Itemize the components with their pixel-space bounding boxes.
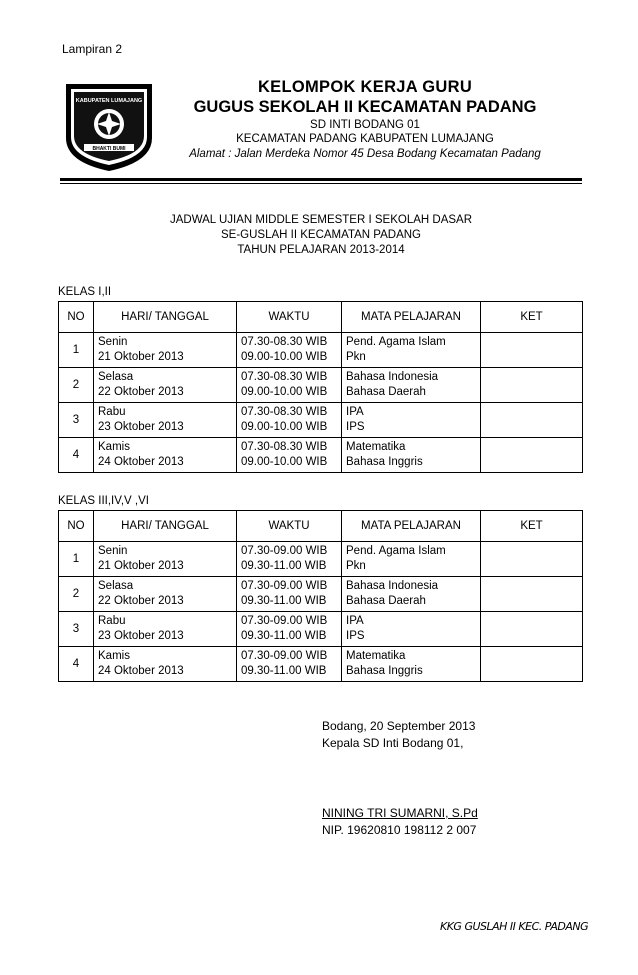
cell-ket (481, 577, 583, 612)
subject-2: IPS (346, 630, 365, 642)
subject-1: Matematika (346, 441, 406, 453)
day-date: 22 Oktober 2013 (98, 386, 184, 398)
cell-day (94, 403, 237, 438)
signature-nip: NIP. 19620810 198112 2 007 (322, 823, 477, 837)
day-date: 23 Oktober 2013 (98, 630, 184, 642)
day-date: 23 Oktober 2013 (98, 421, 184, 433)
time-2: 09.00-10.00 WIB (241, 421, 328, 433)
day-date: 24 Oktober 2013 (98, 456, 184, 468)
col-header-no: NO (59, 302, 94, 333)
col-header-day: HARI/ TANGGAL (94, 302, 237, 333)
cell-subject (342, 542, 481, 577)
day-name: Kamis (98, 441, 130, 453)
table-row (59, 368, 583, 403)
table-row (59, 647, 583, 682)
cell-no: 1 (59, 333, 94, 368)
time-1: 07.30-09.00 WIB (241, 650, 328, 662)
cell-subject (342, 368, 481, 403)
schedule-title: JADWAL UJIAN MIDDLE SEMESTER I SEKOLAH DASAR (169, 214, 473, 226)
header-school: SD INTI BODANG 01 (310, 119, 420, 131)
time-2: 09.00-10.00 WIB (241, 351, 328, 363)
cell-time (237, 612, 342, 647)
cell-no: 2 (59, 368, 94, 403)
time-1: 07.30-08.30 WIB (241, 406, 328, 418)
col-header-subject: MATA PELAJARAN (342, 511, 481, 542)
col-header-subject: MATA PELAJARAN (342, 302, 481, 333)
cell-day (94, 612, 237, 647)
subject-1: Bahasa Indonesia (346, 371, 439, 383)
time-2: 09.30-11.00 WIB (241, 595, 327, 607)
cell-day (94, 333, 237, 368)
col-header-day: HARI/ TANGGAL (94, 511, 237, 542)
time-2: 09.30-11.00 WIB (241, 630, 327, 642)
day-name: Selasa (98, 580, 134, 592)
cell-time (237, 368, 342, 403)
time-2: 09.00-10.00 WIB (241, 456, 328, 468)
cell-no: 3 (59, 612, 94, 647)
schedule-table-kelas-1-2 (58, 301, 583, 473)
cell-ket (481, 542, 583, 577)
cell-no: 2 (59, 577, 94, 612)
schedule-year: TAHUN PELAJARAN 2013-2014 (237, 244, 405, 256)
schedule-subtitle: SE-GUSLAH II KECAMATAN PADANG (220, 229, 421, 241)
col-header-ket: KET (481, 511, 583, 542)
subject-1: Matematika (346, 650, 406, 662)
cell-ket (481, 612, 583, 647)
cell-ket (481, 438, 583, 473)
subject-2: Pkn (346, 560, 366, 572)
table-row (59, 612, 583, 647)
lampiran-label: Lampiran 2 (62, 42, 123, 56)
cell-time (237, 438, 342, 473)
day-date: 21 Oktober 2013 (98, 351, 184, 363)
subject-1: Bahasa Indonesia (346, 580, 439, 592)
cell-time (237, 333, 342, 368)
table-row (59, 438, 583, 473)
schedule-table-kelas-3-6 (58, 510, 583, 682)
day-name: Selasa (98, 371, 134, 383)
table-header-row (59, 302, 583, 333)
col-header-ket: KET (481, 302, 583, 333)
header-divider-thick (60, 178, 582, 181)
header-district: KECAMATAN PADANG KABUPATEN LUMAJANG (236, 133, 494, 145)
time-1: 07.30-08.30 WIB (241, 336, 328, 348)
header-address: Alamat : Jalan Merdeka Nomor 45 Desa Bodang Kecamatan Padang (189, 148, 541, 160)
cell-day (94, 368, 237, 403)
time-2: 09.30-11.00 WIB (241, 560, 327, 572)
time-2: 09.00-10.00 WIB (241, 386, 328, 398)
col-header-time: WAKTU (237, 302, 342, 333)
day-name: Senin (98, 545, 128, 557)
district-emblem-logo (60, 78, 158, 174)
cell-no: 4 (59, 438, 94, 473)
cell-day (94, 577, 237, 612)
cell-no: 4 (59, 647, 94, 682)
section-label-kelas-3-6: KELAS III,IV,V ,VI (58, 495, 149, 507)
subject-1: IPA (346, 615, 364, 627)
subject-2: Pkn (346, 351, 366, 363)
cell-subject (342, 333, 481, 368)
cell-day (94, 438, 237, 473)
cell-subject (342, 403, 481, 438)
table-row (59, 542, 583, 577)
time-1: 07.30-09.00 WIB (241, 545, 328, 557)
day-name: Senin (98, 336, 128, 348)
subject-2: Bahasa Inggris (346, 456, 423, 468)
subject-1: IPA (346, 406, 364, 418)
cell-time (237, 542, 342, 577)
cell-no: 3 (59, 403, 94, 438)
day-name: Rabu (98, 615, 126, 627)
cell-subject (342, 438, 481, 473)
cell-ket (481, 333, 583, 368)
cell-time (237, 403, 342, 438)
day-name: Kamis (98, 650, 130, 662)
signature-role: Kepala SD Inti Bodang 01, (322, 736, 464, 750)
subject-2: IPS (346, 421, 365, 433)
time-2: 09.30-11.00 WIB (241, 665, 327, 677)
col-header-no: NO (59, 511, 94, 542)
signature-name: NINING TRI SUMARNI, S.Pd (322, 806, 478, 820)
time-1: 07.30-09.00 WIB (241, 615, 328, 627)
cell-day (94, 542, 237, 577)
cell-subject (342, 612, 481, 647)
day-name: Rabu (98, 406, 126, 418)
footer-label: KKG GUSLAH II KEC. PADANG (440, 920, 589, 933)
col-header-time: WAKTU (237, 511, 342, 542)
subject-1: Pend. Agama Islam (346, 545, 446, 557)
cell-ket (481, 368, 583, 403)
table-row (59, 403, 583, 438)
logo-motto-text: BHAKTI BUMI (92, 146, 126, 152)
day-date: 22 Oktober 2013 (98, 595, 184, 607)
cell-ket (481, 403, 583, 438)
time-1: 07.30-08.30 WIB (241, 441, 328, 453)
header-subtitle: GUGUS SEKOLAH II KECAMATAN PADANG (193, 98, 537, 116)
time-1: 07.30-09.00 WIB (241, 580, 328, 592)
day-date: 24 Oktober 2013 (98, 665, 184, 677)
day-date: 21 Oktober 2013 (98, 560, 184, 572)
cell-no: 1 (59, 542, 94, 577)
subject-2: Bahasa Inggris (346, 665, 423, 677)
cell-time (237, 577, 342, 612)
section-label-kelas-1-2: KELAS I,II (58, 286, 112, 298)
cell-day (94, 647, 237, 682)
time-1: 07.30-08.30 WIB (241, 371, 328, 383)
cell-subject (342, 577, 481, 612)
table-row (59, 577, 583, 612)
logo-top-text: KABUPATEN LUMAJANG (75, 98, 143, 104)
cell-subject (342, 647, 481, 682)
table-row (59, 333, 583, 368)
signature-place-date: Bodang, 20 September 2013 (322, 719, 476, 733)
subject-1: Pend. Agama Islam (346, 336, 446, 348)
table-header-row (59, 511, 583, 542)
subject-2: Bahasa Daerah (346, 595, 426, 607)
header-title: KELOMPOK KERJA GURU (257, 78, 473, 96)
header-divider-thin (60, 183, 582, 184)
cell-time (237, 647, 342, 682)
cell-ket (481, 647, 583, 682)
subject-2: Bahasa Daerah (346, 386, 426, 398)
